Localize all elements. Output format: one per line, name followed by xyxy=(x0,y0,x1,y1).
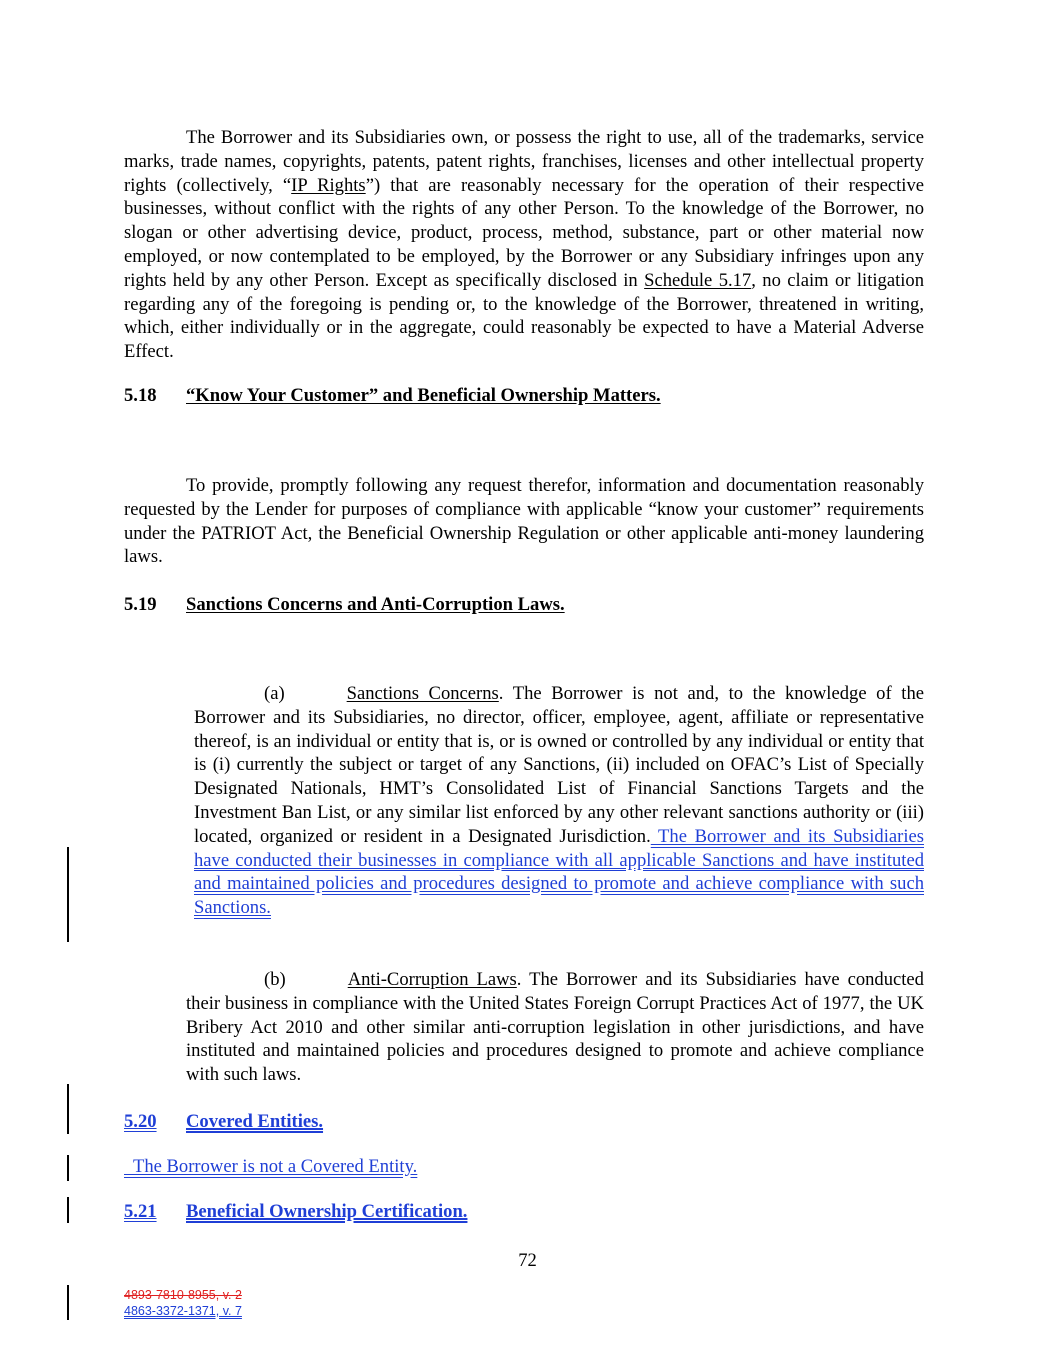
schedule-reference: Schedule 5.17 xyxy=(644,269,752,291)
section-title: Sanctions Concerns and Anti-Corruption Laws. xyxy=(186,594,565,615)
section-5-20-heading xyxy=(124,1110,323,1134)
inserted-text: The Borrower is not a Covered Entity. xyxy=(124,1156,418,1177)
section-5-18-heading xyxy=(124,384,661,408)
section-title: Beneficial Ownership Certification. xyxy=(186,1201,468,1222)
section-5-19-heading xyxy=(124,593,565,617)
section-5-18-body: To provide, promptly following any request therefor, information and documentation reasonably requested by the Lender for purposes of compliance with applicable “know your customer” requirements under the PATRIOT Act, the Beneficial Ownership Regulation or other applicable anti-money laundering laws. xyxy=(124,475,924,568)
change-bar xyxy=(67,1084,69,1134)
inserted-text: The Borrower and its Subsidiaries have conducted their businesses in compliance with all applicable Sanctions and have instituted and maintained policies and procedures designed to promote and achieve compliance with such Sanctions. xyxy=(194,825,924,919)
section-number: 5.21 xyxy=(124,1201,157,1222)
section-number: 5.18 xyxy=(124,385,157,406)
section-5-20-body xyxy=(124,1155,924,1179)
anti-corruption-paragraph xyxy=(186,968,924,1087)
change-bar xyxy=(67,1155,69,1181)
change-bar xyxy=(67,1285,69,1320)
clause-body-b: . The Borrower and its Subsidiaries have conducted their business in compliance with the United States Foreign Corrupt Practices Act of 1977, the UK Bribery Act 2010 and other similar anti-corruption legislation in other jurisdictions, and have instituted and maintained policies and procedures designed to promote and achieve compliance with such laws. xyxy=(186,969,924,1086)
clause-label-b: (b) xyxy=(264,969,286,990)
ip-text-1: The Borrower and its Subsidiaries own, or possess the right to use, all of the trademarks, service marks, trade names, copyrights, patents, patent rights, franchises, licenses and other intellectual property rights (collectively, “ xyxy=(124,127,924,196)
ip-text-3: , no claim or litigation regarding any of the foregoing is pending or, to the knowledge of the Borrower, threatened in writing, which, either individually or in the aggregate, could reasonably be expected to have a Material Adverse Effect. xyxy=(124,269,924,363)
clause-body-a: . The Borrower is not and, to the knowledge of the Borrower and its Subsidiaries, no director, officer, employee, agent, affiliate or representative thereof, is an individual or entity that is, or is owned or controlled by any individual or entity that is (i) currently the subject or target of any Sanctions, (ii) included on OFAC’s List of Specially Designated Nationals, HMT’s Consolidated List of Financial Sanctions Targets and the Investment Ban List, or any similar list enforced by any other relevant sanctions authority or (iii) located, organized or resident in a Designated Jurisdiction. xyxy=(194,683,924,847)
section-5-21-heading xyxy=(124,1200,467,1224)
ip-rights-term: IP Rights xyxy=(291,174,366,196)
change-bar xyxy=(67,847,69,942)
page-number: 72 xyxy=(518,1250,537,1271)
ip-rights-paragraph xyxy=(124,126,924,364)
clause-title-a: Sanctions Concerns xyxy=(346,683,499,704)
change-bar xyxy=(67,1197,69,1223)
ip-text-2: ”) that are reasonably necessary for the operation of their respective businesses, without conflict with the rights of any other Person. To the knowledge of the Borrower, no slogan or other advertising device, product, process, method, substance, part or other material now employed, or now contemplated to be employed, by the Borrower or any Subsidiary infringes upon any rights held by any other Person. Except as specifically disclosed in xyxy=(124,174,925,291)
section-number: 5.20 xyxy=(124,1111,157,1132)
section-title: Covered Entities. xyxy=(186,1111,324,1132)
doc-id-deleted: 4893-7810-8955, v. 2 xyxy=(124,1288,242,1302)
section-number: 5.19 xyxy=(124,594,157,615)
sanctions-concerns-paragraph xyxy=(194,682,924,920)
clause-label-a: (a) xyxy=(264,683,285,704)
doc-id-inserted: 4863-3372-1371, v. 7 xyxy=(124,1304,242,1318)
clause-title-b: Anti-Corruption Laws xyxy=(347,969,517,990)
section-title: “Know Your Customer” and Beneficial Ownership Matters. xyxy=(186,385,661,406)
